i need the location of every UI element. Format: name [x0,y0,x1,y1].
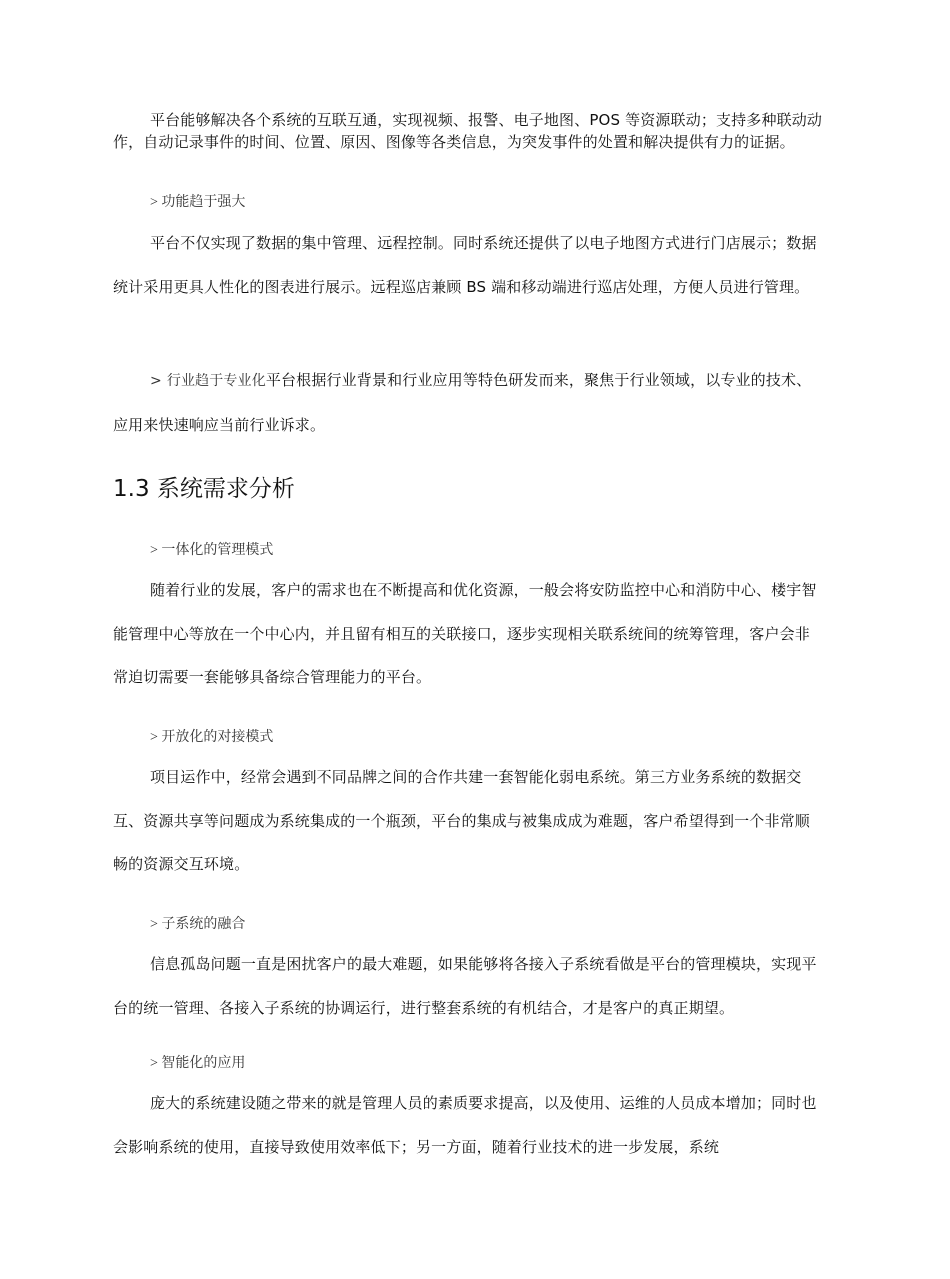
paragraph-information-island: 信息孤岛问题一直是困扰客户的最大难题，如果能够将各接入子系统看做是平台的管理模块，实现平台的统一管理、各接入子系统的协调运行，进行整套系统的有机结合，才是客户的真正期望。 [113,955,817,1017]
bullet-marker: > [150,373,162,389]
bullet-marker: > [150,543,158,558]
bullet-function-powerful [150,191,245,214]
paragraph-text: 平台根据行业背景和行业应用等特色研发而来，聚焦于行业领域，以专业的技术、应用来快速响应当前行业诉求。 [113,371,812,434]
bullet-marker: > [150,1056,158,1071]
bullet-label: 功能趋于强大 [161,194,246,210]
bullet-subsystem-fusion [150,913,245,936]
bullet-open-integration [150,726,273,749]
paragraph-project-operation: 项目运作中，经常会遇到不同品牌之间的合作共建一套智能化弱电系统。第三方业务系统的数据交互、资源共享等问题成为系统集成的一个瓶颈，平台的集成与被集成成为难题，客户希望得到一个非常顺畅的资源交互环境。 [113,768,810,873]
paragraph-industry-development: 随着行业的发展，客户的需求也在不断提高和优化资源，一般会将安防监控中心和消防中心、楼宇智能管理中心等放在一个中心内，并且留有相互的关联接口，逐步实现相关联系统间的统筹管理，客户会非常迫切需要一套能够具备综合管理能力的平台。 [113,581,817,686]
bullet-label: 一体化的管理模式 [161,542,274,558]
bullet-label: 智能化的应用 [161,1055,246,1071]
bullet-label: 子系统的融合 [161,916,246,932]
paragraph-industry-specialization [113,359,825,447]
section-heading: 1.3 系统需求分析 [113,476,295,502]
paragraph-system-construction: 庞大的系统建设随之带来的就是管理人员的素质要求提高，以及使用、运维的人员成本增加；同时也会影响系统的使用，直接导致使用效率低下；另一方面，随着行业技术的进一步发展，系统 [113,1094,817,1156]
bullet-label: 行业趋于专业化 [166,373,266,389]
bullet-marker: > [150,730,158,745]
bullet-intelligent-application [150,1052,245,1075]
bullet-integrated-management [150,539,273,562]
bullet-marker: > [150,917,158,932]
paragraph-resource-linkage: 平台能够解决各个系统的互联互通，实现视频、报警、电子地图、POS 等资源联动；支持多种联动动作，自动记录事件的时间、位置、原因、图像等各类信息，为突发事件的处置和解决提供有力的证据。 [113,111,823,151]
bullet-marker: > [150,195,158,210]
paragraph-centralized-management: 平台不仅实现了数据的集中管理、远程控制。同时系统还提供了以电子地图方式进行门店展示；数据统计采用更具人性化的图表进行展示。远程巡店兼顾 BS 端和移动端进行巡店处理，方便人员进行管理。 [113,234,817,296]
bullet-label: 开放化的对接模式 [161,729,274,745]
